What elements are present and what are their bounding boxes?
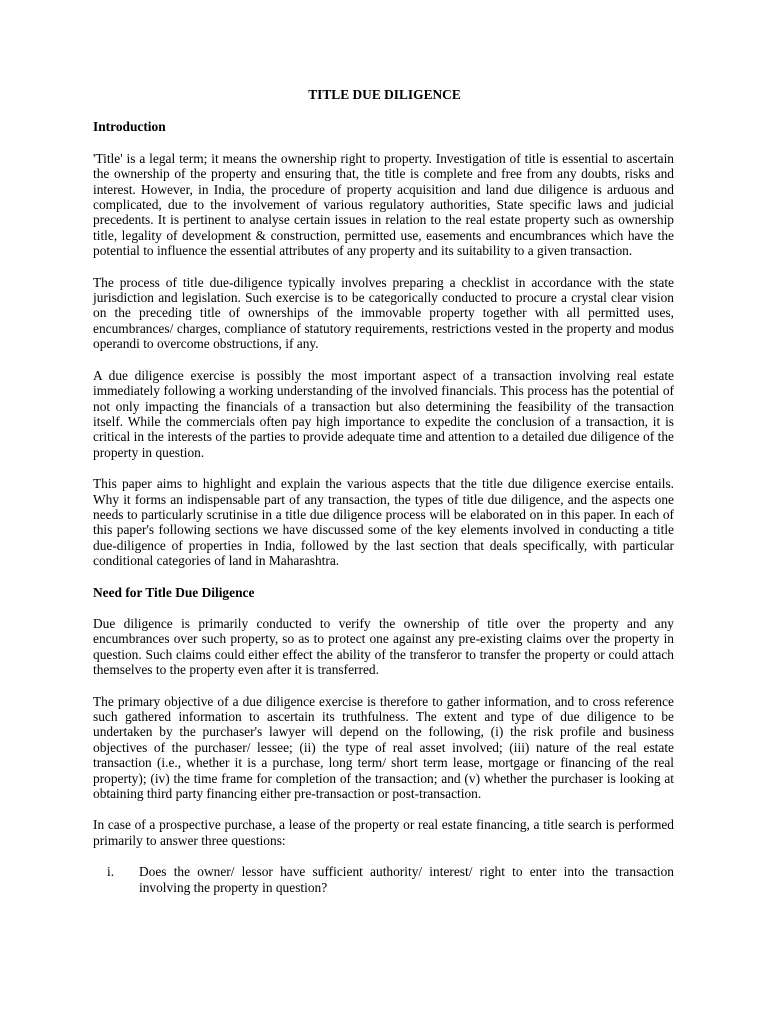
section-heading-need: Need for Title Due Diligence [93,584,255,600]
paragraph: This paper aims to highlight and explain the various aspects that the title due diligence exercise entails. Why it forms an indispensable part of any transaction, the types of title due diligence, and the aspects one needs to particularly scrutinise in a title due diligence process will be elaborated on in this paper. In each of this paper's following sections we have discussed some of the key elements involved in conducting a title due-diligence of properties in India, followed by the last section that deals specifically, with particular conditional categories of land in Maharashtra. [93,476,674,569]
paragraph: 'Title' is a legal term; it means the ownership right to property. Investigation of title is essential to ascertain the ownership of the property and ensuring that, the title is complete and free from any doubts, risks and interest. However, in India, the procedure of property acquisition and land due diligence is arduous and complicated, due to the involvement of various regulatory authorities, State specific laws and judicial precedents. It is pertinent to analyse certain issues in relation to the real estate property such as ownership title, legality of development & construction, permitted use, easements and encumbrances which have the potential to influence the essential attributes of any property and its suitability to a given transaction. [93,150,674,259]
question-list [93,864,674,895]
list-item-number: i. [107,864,115,880]
paragraph: Due diligence is primarily conducted to verify the ownership of title over the property and any encumbrances over such property, so as to protect one against any pre-existing claims over the property in question. Such claims could either effect the ability of the transferor to transfer the property or could attach themselves to the property even after it is transferred. [93,615,674,678]
paragraph: The process of title due-diligence typically involves preparing a checklist in accordance with the state jurisdiction and legislation. Such exercise is to be categorically conducted to procure a crystal clear vision on the preceding title of ownerships of the immovable property together with all permitted uses, encumbrances/ charges, compliance of statutory requirements, restrictions vested in the property and modus operandi to overcome obstructions, if any. [93,274,674,352]
list-item [93,864,674,895]
document-page [93,87,674,895]
paragraph: A due diligence exercise is possibly the most important aspect of a transaction involving real estate immediately following a working understanding of the involved financials. This process has the potential of not only impacting the financials of a transaction but also determining the feasibility of the transaction itself. While the commercials often pay high importance to expedite the conclusion of a transaction, it is critical in the interests of the parties to provide adequate time and attention to a detailed due diligence of the property in question. [93,367,674,460]
document-title: TITLE DUE DILIGENCE [308,87,461,102]
list-item-text: Does the owner/ lessor have sufficient authority/ interest/ right to enter into the transaction involving the property in question? [139,864,674,895]
paragraph: The primary objective of a due diligence exercise is therefore to gather information, and to cross reference such gathered information to ascertain its truthfulness. The extent and type of due diligence to be undertaken by the purchaser's lawyer will depend on the following, (i) the risk profile and business objectives of the purchaser/ lessee; (ii) the type of real asset involved; (iii) nature of the real estate transaction (i.e., whether it is a purchase, long term/ short term lease, mortgage or financing of the real property); (iv) the time frame for completion of the transaction; and (v) whether the purchaser is looking at obtaining third party financing either pre-transaction or post-transaction. [93,693,674,802]
section-heading-introduction: Introduction [93,119,166,135]
paragraph: In case of a prospective purchase, a lease of the property or real estate financing, a title search is performed primarily to answer three questions: [93,817,674,848]
